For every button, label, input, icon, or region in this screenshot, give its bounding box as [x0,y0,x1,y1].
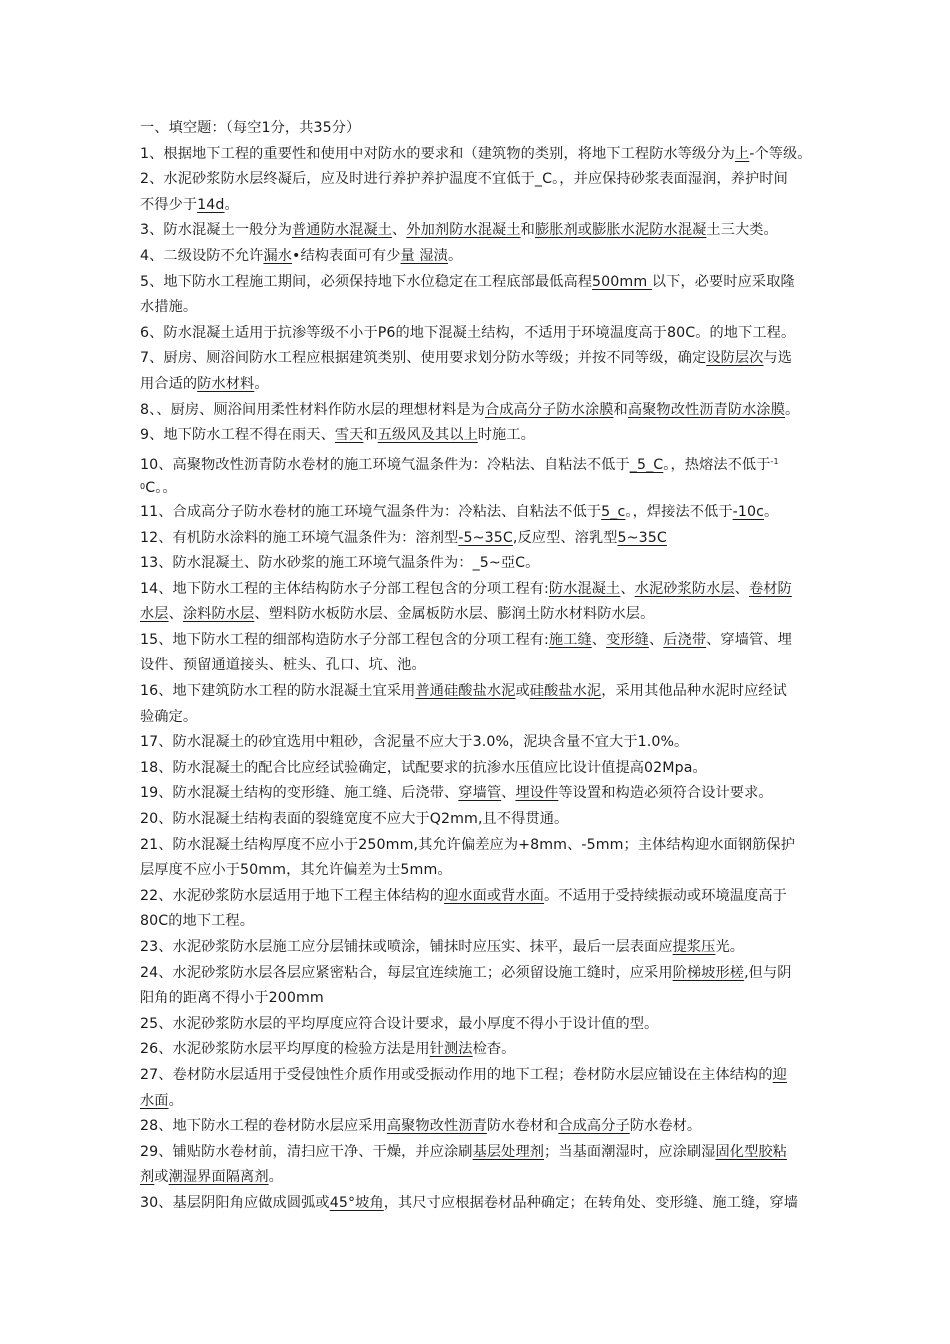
question-9: 9、地下防水工程不得在雨天、雪天和五级风及其以上时施工。 [140,427,535,444]
question-22: 22、水泥砂浆防水层适用于地下工程主体结构的迎水面或背水面。不适用于受持续振动或环境温度高于 [140,887,787,904]
question-13: 13、防水混凝土、防水砂浆的施工环境气温条件为：_5~亞C。 [140,555,540,572]
question-24-cont: 阳角的距离不得小于200mm [140,990,324,1007]
question-18: 18、防水混凝土的配合比应经试验确定，试配要求的抗渗水压值应比设计值提高02Mpa。 [140,759,707,776]
question-11: 11、合成高分子防水卷材的施工环境气温条件为：冷粘法、自粘法不低于5_c。，焊接法不低于-10c。 [140,503,779,520]
question-23: 23、水泥砂浆防水层施工应分层铺抹或喷涂，铺抹时应压实、抹平，最后一层表面应提浆压光。 [140,939,745,955]
question-24: 24、水泥砂浆防水层各层应紧密粘合，每层宜连续施工；必须留设施工缝时，应采用阶梯坡形槎,但与阴 [140,964,792,981]
question-7-cont: 用合适的防水材料。 [140,375,269,392]
question-8: 8、、厨房、厕浴间用柔性材料作防水层的理想材料是为合成高分子防水涂膜和高聚物改性沥青防水涂膜。 [140,401,800,418]
question-2: 2、水泥砂浆防水层终凝后，应及时进行养护养护温度不宜低于_C。，并应保持砂浆表面湿润，养护时间 [140,171,788,188]
question-20: 20、防水混凝土结构表面的裂缝宽度不应大于Q2mm,且不得贯通。 [140,811,569,828]
question-10: 10、高聚物改性沥青防水卷材的施工环境气温条件为：冷粘法、自粘法不低于_5_C。，热熔法不低于$^{-1}$ [140,456,779,473]
question-5: 5、地下防水工程施工期间，必须保持地下水位稳定在工程底部最低高程500mm 以下，必要时应采取隆 [140,273,795,290]
document-page [140,116,885,1217]
question-21: 21、防水混凝土结构厚度不应小于250mm,其允许偏差应为+8mm、-5mm；主体结构迎水面钢筋保护 [140,836,796,853]
question-1: 1、根据地下工程的重要性和使用中对防水的要求和（建筑物的类别，将地下工程防水等级分为上-个等级。 [140,145,812,162]
question-27-cont: 水面。 [140,1092,183,1109]
question-7: 7、厨房、厕浴间防水工程应根据建筑类别、使用要求划分防水等级；并按不同等级，确定设防层次与选 [140,350,793,367]
question-30: 30、基层阴阳角应做成圆弧或45°坡角，其尺寸应根据卷材品种确定；在转角处、变形缝、施工缝，穿墙 [140,1194,799,1211]
question-15: 15、地下防水工程的细部构造防水子分部工程包含的分项工程有:施工缝、变形缝、后浇带、穿墙管、埋 [140,631,792,648]
question-6: 6、防水混凝土适用于抗渗等级不小于P6的地下混凝土结构，不适用于环境温度高于80C。的地下工程。 [140,324,796,341]
question-14-cont: 水层、涂料防水层、塑料防水板防水层、金属板防水层、膨润土防水材料防水层。 [140,606,655,623]
question-29-cont: 剂或潮湿界面隔离剂。 [140,1169,283,1186]
question-2-cont: 不得少于14d。 [140,196,239,213]
question-3: 3、防水混凝土一般分为普通防水混凝土、外加剂防水混凝土和膨胀剂或膨胀水泥防水混凝土三大类。 [140,222,778,239]
question-5-cont: 水措施。 [140,299,198,316]
question-26: 26、水泥砂浆防水层平均厚度的检验方法是用针测法检杳。 [140,1041,516,1058]
question-25: 25、水泥砂浆防水层的平均厚度应符合设计要求，最小厚度不得小于设计值的型。 [140,1015,659,1032]
question-19: 19、防水混凝土结构的变形缝、施工缝、后浇带、穿墙管、埋设件等设置和构造必须符合设计要求。 [140,785,773,802]
question-12: 12、有机防水涂料的施工环境气温条件为：溶剂型-5~35C,反应型、溶乳型5~35C [140,529,667,546]
question-4: 4、二级设防不允许漏水•结构表面可有少量 湿渍。 [140,247,463,264]
question-16: 16、地下建筑防水工程的防水混凝土宜采用普通硅酸盐水泥或硅酸盐水泥，采用其他品种水泥时应经试 [140,683,787,700]
question-21-cont: 层厚度不应小于50mm，其允许偏差为士5mm。 [140,862,452,879]
section-heading: 一、填空题：（每空1分，共35分） [140,120,361,136]
question-17: 17、防水混凝土的砂宜选用中粗砂，含泥量不应大于3.0%，泥块含量不宜大于1.0%。 [140,734,689,751]
question-14: 14、地下防水工程的主体结构防水子分部工程包含的分项工程有:防水混凝土、水泥砂浆防水层、卷材防 [140,580,792,597]
question-15-cont: 设件、预留通道接头、桩头、孔口、坑、池。 [140,657,426,674]
question-27: 27、卷材防水层适用于受侵蚀性介质作用或受振动作用的地下工程；卷材防水层应铺设在主体结构的迎 [140,1066,787,1083]
question-28: 28、地下防水工程的卷材防水层应采用高聚物改性沥青防水卷材和合成高分子防水卷材。 [140,1118,702,1135]
question-22-cont: 80C的地下工程。 [140,913,254,930]
question-10-cont: $^0$C。。 [140,480,177,497]
question-16-cont: 验确定。 [140,708,198,725]
question-29: 29、铺贴防水卷材前，清扫应干净、干燥，并应涂刷基层处理剂；当基面潮湿时，应涂刷湿固化型胶粘 [140,1143,787,1160]
